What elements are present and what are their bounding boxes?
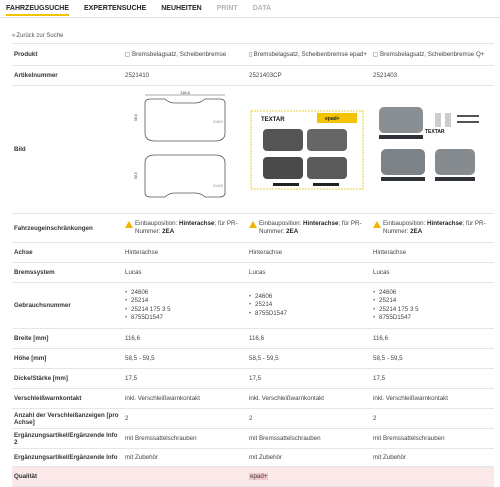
brake-system-value: Lucas <box>370 263 494 283</box>
usage-number-list <box>125 289 243 323</box>
brand-label: TEXTAR <box>261 116 285 123</box>
tab-fahrzeugsuche[interactable]: FAHRZEUGSUCHE <box>6 0 69 17</box>
brake-system-value: Lucas <box>246 263 370 283</box>
list-item: • 25214 175 3 5 <box>373 306 491 315</box>
list-item: • 25214 <box>125 297 243 306</box>
brake-pad-drawing <box>125 89 243 211</box>
dim-height-label: 58,5 <box>134 171 138 179</box>
row-label: Verschleißwarnkontakt <box>12 389 122 409</box>
row-label: Artikelnummer <box>12 66 122 86</box>
width-value: 116,6 <box>122 329 246 349</box>
row-label: Dicke/Stärke [mm] <box>12 369 122 389</box>
compare-checkbox[interactable] <box>373 52 378 57</box>
row-gebrauchsnummer <box>12 283 494 329</box>
row-fahrzeugeinschraenkungen: Fahrzeugeinschränkungen Einbauposition: Hinterachse; für PR-Nummer: 2EA Einbauposition: Hinterachse; für PR-Nummer: 2EA Einbauposition: Hinterachse; für PR-Nummer: 2EA <box>12 214 494 243</box>
supplement-value: mit Zubehör <box>246 449 370 467</box>
pad-code-label: 21418 <box>213 183 223 188</box>
tab-expertensuche[interactable]: EXPERTENSUCHE <box>84 5 147 12</box>
thickness-value: 17,5 <box>246 369 370 389</box>
list-item: • 8755D1547 <box>373 314 491 323</box>
back-link-label: Zurück zur Suche <box>16 33 64 39</box>
height-value: 58,5 - 59,5 <box>122 349 246 369</box>
comparison-table <box>12 43 494 487</box>
row-anzahl-verschleissanzeigen <box>12 409 494 429</box>
tab-print[interactable]: PRINT <box>216 5 238 12</box>
row-label: Breite [mm] <box>12 329 122 349</box>
list-item: • 8755D1547 <box>125 314 243 323</box>
row-verschleisswarnkontakt <box>12 389 494 409</box>
thickness-value: 17,5 <box>122 369 246 389</box>
top-navigation <box>0 0 500 17</box>
row-ergaenzung-2 <box>12 429 494 449</box>
row-label: Ergänzungsartikel/Ergänzende Info <box>12 449 122 467</box>
list-item: • 24606 <box>249 293 367 302</box>
row-ergaenzung <box>12 449 494 467</box>
product-image-2[interactable] <box>246 86 370 214</box>
warning-icon <box>249 221 257 228</box>
list-item: • 25214 <box>373 297 491 306</box>
row-label: Achse <box>12 243 122 263</box>
supplement-value: mit Bremssattelschrauben <box>122 429 246 449</box>
quality-value <box>122 467 246 487</box>
wear-contact-value: inkl. Verschleißwarnkontakt <box>246 389 370 409</box>
quality-badge: epad+ <box>250 473 268 480</box>
tab-data[interactable]: DATA <box>252 5 272 12</box>
row-breite <box>12 329 494 349</box>
article-number[interactable]: 2521403 <box>370 66 494 86</box>
row-label: Bild <box>12 86 122 214</box>
dim-width-label: 116,6 <box>180 89 190 95</box>
wear-indicator-count: 2 <box>246 409 370 429</box>
supplement-value: mit Zubehör <box>370 449 494 467</box>
row-label: Anzahl der Verschleißanzeigen [pro Achse] <box>12 409 122 429</box>
row-produkt <box>12 44 494 66</box>
product-name: Bremsbelagsatz, Scheibenbremse Q+ <box>380 51 485 58</box>
warning-icon <box>373 221 381 228</box>
row-label: Produkt <box>12 44 122 66</box>
thickness-value: 17,5 <box>370 369 494 389</box>
quality-value <box>370 467 494 487</box>
tab-neuheiten[interactable]: NEUHEITEN <box>161 5 202 12</box>
list-item: • 24606 <box>373 289 491 298</box>
product-image-3[interactable] <box>370 86 494 214</box>
brake-pad-photo <box>249 105 367 195</box>
supplement-value: mit Bremssattelschrauben <box>246 429 370 449</box>
compare-checkbox[interactable] <box>249 52 252 57</box>
brand-label: TEXTAR <box>425 128 445 135</box>
product-image-1[interactable] <box>122 86 246 214</box>
supplement-value: mit Bremssattelschrauben <box>370 429 494 449</box>
usage-number-list <box>249 293 367 319</box>
row-hoehe <box>12 349 494 369</box>
row-bild <box>12 86 494 214</box>
brake-system-value: Lucas <box>122 263 246 283</box>
brake-pad-photo <box>373 95 491 205</box>
wear-indicator-count: 2 <box>122 409 246 429</box>
row-achse <box>12 243 494 263</box>
epad-badge: epad+ <box>325 115 340 122</box>
row-label: Fahrzeugeinschränkungen <box>12 214 122 243</box>
row-label: Qualität <box>12 467 122 487</box>
product-name: Bremsbelagsatz, Scheibenbremse <box>132 51 227 58</box>
axle-value: Hinterachse <box>370 243 494 263</box>
article-number[interactable]: 2521403CP <box>246 66 370 86</box>
row-artikelnummer <box>12 66 494 86</box>
row-label: Gebrauchsnummer <box>12 283 122 329</box>
product-name: Bremsbelagsatz, Scheibenbremse epad+ <box>253 51 367 58</box>
warning-icon <box>125 221 133 228</box>
supplement-value: mit Zubehör <box>122 449 246 467</box>
back-link[interactable] <box>12 33 63 39</box>
height-value: 58,5 - 59,5 <box>370 349 494 369</box>
article-number[interactable]: 2521410 <box>122 66 246 86</box>
chevron-left-icon: « <box>12 33 16 39</box>
nav-divider <box>0 17 500 18</box>
list-item: • 24606 <box>125 289 243 298</box>
list-item: • 25214 <box>249 301 367 310</box>
wear-contact-value: inkl. Verschleißwarnkontakt <box>370 389 494 409</box>
row-qualitaet <box>12 467 494 487</box>
height-value: 58,5 - 59,5 <box>246 349 370 369</box>
row-label: Bremssystem <box>12 263 122 283</box>
axle-value: Hinterachse <box>122 243 246 263</box>
dim-height-label: 58,5 <box>134 113 138 121</box>
width-value: 116,6 <box>246 329 370 349</box>
list-item: • 8755D1547 <box>249 310 367 319</box>
wear-contact-value: inkl. Verschleißwarnkontakt <box>122 389 246 409</box>
usage-number-list <box>373 289 491 323</box>
row-bremssystem <box>12 263 494 283</box>
row-dicke <box>12 369 494 389</box>
axle-value: Hinterachse <box>246 243 370 263</box>
pad-code-label: 21910 <box>213 119 223 124</box>
row-label: Ergänzungsartikel/Ergänzende Info 2 <box>12 429 122 449</box>
compare-checkbox[interactable] <box>125 52 130 57</box>
row-label: Höhe [mm] <box>12 349 122 369</box>
wear-indicator-count: 2 <box>370 409 494 429</box>
list-item: • 25214 175 3 5 <box>125 306 243 315</box>
width-value: 116,6 <box>370 329 494 349</box>
